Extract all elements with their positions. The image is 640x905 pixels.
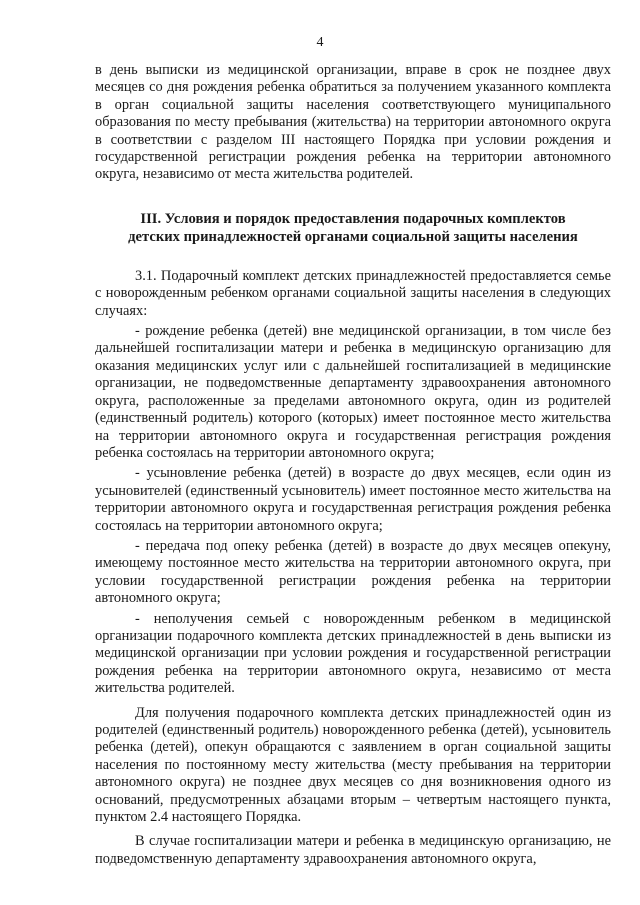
list-item-guardianship: - передача под опеку ребенка (детей) в возрасте до двух месяцев опекуну, имеющему постоянное место жительства на территории автономного округа, при условии государственной регистрации рождения ребенка на территории автономного округа; (95, 537, 611, 607)
document-body (95, 62, 611, 868)
paragraph-continuation: в день выписки из медицинской организации, вправе в срок не позднее двух месяцев со дня рождения ребенка обратиться за получением указанного комплекта в орган социальной защиты населения соответствующего муниципального образования по месту пребывания (жительства) на территории автономного округа в соответствии с разделом III настоящего Порядка при условии рождения и государственной регистрации рождения ребенка на территории автономного округа, независимо от места жительства родителей. (95, 62, 611, 183)
section-heading (95, 210, 611, 246)
list-item-not-received: - неполучения семьей с новорожденным ребенком в медицинской организации подарочного комплекта детских принадлежностей в день выписки из медицинской организации при условии рождения и государственной регистрации рождения ребенка на территории автономного округа, независимо от места жительства родителей. (95, 610, 611, 697)
list-item-adoption: - усыновление ребенка (детей) в возрасте до двух месяцев, если один из усыновителей (единственный усыновитель) имеет постоянное место жительства на территории автономного округа и государственная регистрация рождения ребенка состоялась на территории автономного округа; (95, 465, 611, 534)
section-heading-line-2: детских принадлежностей органами социальной защиты населения (128, 228, 578, 245)
section-heading-line-1: III. Условия и порядок предоставления подарочных комплектов (140, 210, 566, 227)
page-number: 4 (316, 35, 324, 50)
paragraph-hospitalization: В случае госпитализации матери и ребенка в медицинскую организацию, не подведомственную департаменту здравоохранения автономного округа, (95, 833, 611, 867)
paragraph-3-1: 3.1. Подарочный комплект детских принадлежностей предоставляется семье с новорожденным ребенком органами социальной защиты населения в следующих случаях: (95, 267, 611, 319)
paragraph-application: Для получения подарочного комплекта детских принадлежностей один из родителей (единственный родитель) новорожденного ребенка (детей), усыновитель ребенка (детей), опекун обращаются с заявлением в орган социальной защиты населения по постоянному месту жительства (месту пребывания на территории автономного округа) не позднее двух месяцев со дня возникновения одного из оснований, предусмотренных абзацами вторым – четвертым настоящего пункта, пунктом 2.4 настоящего Порядка. (95, 704, 611, 826)
list-item-birth-outside-facility: - рождение ребенка (детей) вне медицинской организации, в том числе без дальнейшей госпитализации матери и ребенка в медицинскую организацию для оказания медицинских услуг или с дальнейшей госпитализацией в медицинские организации, не подведомственные департаменту здравоохранения автономного округа, расположенные за пределами автономного округа, один из родителей (единственный родитель) которого (которых) имеет постоянное место жительства на территории автономного округа и государственная регистрация рождения ребенка состоялась на территории автономного округа; (95, 323, 611, 461)
